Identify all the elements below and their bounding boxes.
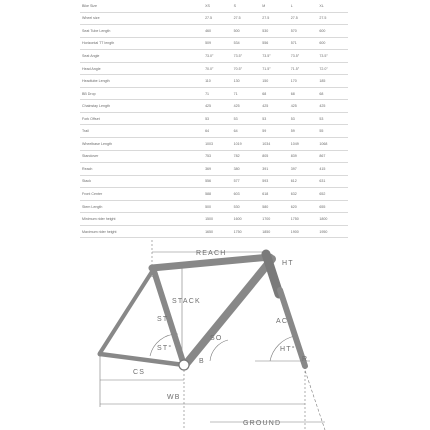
geometry-cell: 64 bbox=[205, 125, 234, 138]
geometry-cell: 415 bbox=[319, 163, 348, 176]
geometry-cell: 425 bbox=[262, 100, 291, 113]
geometry-cell: 1950 bbox=[319, 225, 348, 238]
geometry-cell: 53 bbox=[291, 112, 320, 125]
geometry-cell: 1600 bbox=[234, 213, 263, 226]
geometry-cell: 782 bbox=[234, 150, 263, 163]
geometry-row-label: Trail bbox=[80, 125, 205, 138]
geometry-cell: 603 bbox=[234, 188, 263, 201]
geometry-row-label: Maximum rider height bbox=[80, 225, 205, 238]
geometry-row bbox=[80, 112, 348, 125]
geometry-cell: 1003 bbox=[205, 138, 234, 151]
geometry-cell: 1750 bbox=[234, 225, 263, 238]
geometry-cell: 571 bbox=[291, 37, 320, 50]
geometry-row-label: Chainstay Length bbox=[80, 100, 205, 113]
geometry-row bbox=[80, 200, 348, 213]
geometry-cell: 70.5° bbox=[234, 62, 263, 75]
geometry-row-label: Fork Offset bbox=[80, 112, 205, 125]
geometry-cell: 73.5° bbox=[262, 50, 291, 63]
geometry-cell: 369 bbox=[205, 163, 234, 176]
stack-label: STACK bbox=[172, 298, 201, 305]
geometry-cell: 805 bbox=[262, 150, 291, 163]
geometry-cell: 27.5 bbox=[262, 12, 291, 25]
geometry-row bbox=[80, 100, 348, 113]
geometry-cell: 59 bbox=[262, 125, 291, 138]
geometry-cell: 71.5° bbox=[262, 62, 291, 75]
geometry-cell: XL bbox=[319, 0, 348, 12]
geometry-cell: 1900 bbox=[291, 225, 320, 238]
geometry-cell: 397 bbox=[291, 163, 320, 176]
geometry-cell: 72.0° bbox=[319, 62, 348, 75]
geometry-cell: 425 bbox=[234, 100, 263, 113]
geometry-cell: 27.5 bbox=[205, 12, 234, 25]
ht-angle-label: HT° bbox=[280, 346, 296, 353]
geometry-cell: 556 bbox=[262, 37, 291, 50]
geometry-cell: 534 bbox=[234, 37, 263, 50]
st-angle-label: ST° bbox=[157, 345, 173, 352]
geometry-cell: 570 bbox=[291, 25, 320, 38]
geometry-cell: 600 bbox=[319, 25, 348, 38]
top-tube bbox=[152, 257, 270, 268]
geometry-cell: 655 bbox=[319, 200, 348, 213]
geometry-cell: 1800 bbox=[319, 213, 348, 226]
ground-label: GROUND bbox=[243, 420, 282, 427]
geometry-row-label: Seat Tube Length bbox=[80, 25, 205, 38]
geometry-cell: 753 bbox=[205, 150, 234, 163]
geometry-cell: 53 bbox=[205, 112, 234, 125]
geometry-row-label: Minimum rider height bbox=[80, 213, 205, 226]
geometry-cell: 110 bbox=[205, 75, 234, 88]
geometry-cell: M bbox=[262, 0, 291, 12]
geometry-row bbox=[80, 12, 348, 25]
geometry-cell: 577 bbox=[234, 175, 263, 188]
geometry-cell: 425 bbox=[319, 100, 348, 113]
bottom-bracket bbox=[179, 360, 189, 370]
geometry-cell: 73.5° bbox=[234, 50, 263, 63]
geometry-cell: 68 bbox=[291, 87, 320, 100]
geometry-cell: 68 bbox=[262, 87, 291, 100]
geometry-cell: 652 bbox=[319, 188, 348, 201]
geometry-row-label: Headtube Length bbox=[80, 75, 205, 88]
geometry-row bbox=[80, 0, 348, 12]
geometry-cell: 1750 bbox=[291, 213, 320, 226]
geometry-cell: 27.5 bbox=[234, 12, 263, 25]
geometry-cell: 580 bbox=[262, 200, 291, 213]
geometry-cell: 68 bbox=[319, 87, 348, 100]
geometry-row-label: Standover bbox=[80, 150, 205, 163]
geometry-cell: 1850 bbox=[262, 225, 291, 238]
geometry-cell: 500 bbox=[205, 200, 234, 213]
geometry-row-label: Head Angle bbox=[80, 62, 205, 75]
geometry-row-label: Seat Angle bbox=[80, 50, 205, 63]
geometry-cell: 588 bbox=[205, 188, 234, 201]
geometry-cell: 612 bbox=[291, 175, 320, 188]
geometry-cell: XS bbox=[205, 0, 234, 12]
geometry-cell: 631 bbox=[319, 175, 348, 188]
geometry-row bbox=[80, 163, 348, 176]
geometry-row-label: BB Drop bbox=[80, 87, 205, 100]
geometry-cell: 425 bbox=[205, 100, 234, 113]
geometry-cell: 1700 bbox=[262, 213, 291, 226]
geometry-row bbox=[80, 62, 348, 75]
geometry-cell: 53 bbox=[319, 112, 348, 125]
fork bbox=[280, 290, 305, 366]
geometry-cell: 839 bbox=[291, 150, 320, 163]
st-label: ST bbox=[157, 316, 169, 323]
geometry-row bbox=[80, 175, 348, 188]
geometry-row bbox=[80, 188, 348, 201]
geometry-cell: 632 bbox=[291, 188, 320, 201]
seat-stay bbox=[100, 270, 153, 353]
geometry-row bbox=[80, 150, 348, 163]
geometry-row-label: Stem Length bbox=[80, 200, 205, 213]
geometry-cell: 71 bbox=[234, 87, 263, 100]
b-label: B bbox=[199, 358, 205, 365]
r-label: R bbox=[302, 356, 309, 363]
geometry-cell: 500 bbox=[234, 25, 263, 38]
geometry-cell: 867 bbox=[319, 150, 348, 163]
geometry-row bbox=[80, 213, 348, 226]
ht-label: HT bbox=[282, 260, 294, 267]
geometry-cell: 27.5 bbox=[291, 12, 320, 25]
so-angle-arc bbox=[210, 340, 228, 361]
geometry-row-label: Front Center bbox=[80, 188, 205, 201]
head-tube bbox=[266, 254, 279, 294]
so-label: SO bbox=[210, 335, 223, 342]
geometry-cell: 170 bbox=[291, 75, 320, 88]
geometry-cell: 70.0° bbox=[205, 62, 234, 75]
geometry-row bbox=[80, 50, 348, 63]
frame-geometry-diagram bbox=[0, 232, 430, 430]
geometry-table bbox=[80, 0, 348, 238]
geometry-cell: 1068 bbox=[319, 138, 348, 151]
geometry-table-body bbox=[80, 0, 348, 238]
rear-axle bbox=[98, 352, 103, 357]
geometry-cell: 130 bbox=[234, 75, 263, 88]
geometry-cell: 620 bbox=[291, 200, 320, 213]
wb-label: WB bbox=[167, 394, 181, 401]
geometry-cell: 1650 bbox=[205, 225, 234, 238]
geometry-row-label: Horizontal TT length bbox=[80, 37, 205, 50]
geometry-cell: 150 bbox=[262, 75, 291, 88]
front-axle bbox=[303, 364, 308, 369]
geometry-cell: L bbox=[291, 0, 320, 12]
geometry-cell: 73.5° bbox=[291, 50, 320, 63]
cs-label: CS bbox=[133, 369, 146, 376]
bike-frame bbox=[98, 254, 308, 370]
geometry-cell: 1034 bbox=[262, 138, 291, 151]
geometry-cell: 460 bbox=[205, 25, 234, 38]
geometry-cell: 27.5 bbox=[319, 12, 348, 25]
geometry-cell: 530 bbox=[234, 200, 263, 213]
geometry-cell: 71 bbox=[205, 87, 234, 100]
ac-label: AC bbox=[276, 318, 289, 325]
reach-label: REACH bbox=[196, 250, 227, 257]
geometry-cell: 1049 bbox=[291, 138, 320, 151]
geometry-cell: 64 bbox=[234, 125, 263, 138]
geometry-cell: 1019 bbox=[234, 138, 263, 151]
geometry-cell: 509 bbox=[205, 37, 234, 50]
geometry-cell: 593 bbox=[262, 175, 291, 188]
geometry-row-label: Bike Size bbox=[80, 0, 205, 12]
chain-stay bbox=[100, 354, 184, 365]
geometry-row bbox=[80, 138, 348, 151]
geometry-cell: 600 bbox=[319, 37, 348, 50]
geometry-cell: 59 bbox=[291, 125, 320, 138]
geometry-row-label: Stack bbox=[80, 175, 205, 188]
geometry-cell: 73.0° bbox=[205, 50, 234, 63]
geometry-cell: 618 bbox=[262, 188, 291, 201]
geometry-row bbox=[80, 125, 348, 138]
geometry-cell: 380 bbox=[234, 163, 263, 176]
geometry-cell: 425 bbox=[291, 100, 320, 113]
geometry-row-label: Wheelbase Length bbox=[80, 138, 205, 151]
geometry-cell: 185 bbox=[319, 75, 348, 88]
geometry-cell: S bbox=[234, 0, 263, 12]
geometry-cell: 391 bbox=[262, 163, 291, 176]
geometry-cell: 71.5° bbox=[291, 62, 320, 75]
geometry-cell: 55 bbox=[319, 125, 348, 138]
geometry-cell: 73.5° bbox=[319, 50, 348, 63]
geometry-row bbox=[80, 37, 348, 50]
geometry-row bbox=[80, 75, 348, 88]
geometry-cell: 53 bbox=[234, 112, 263, 125]
geometry-row-label: Wheel size bbox=[80, 12, 205, 25]
geometry-row-label: Reach bbox=[80, 163, 205, 176]
geometry-cell: 53 bbox=[262, 112, 291, 125]
down-tube bbox=[186, 259, 272, 364]
geometry-cell: 1500 bbox=[205, 213, 234, 226]
geometry-cell: 556 bbox=[205, 175, 234, 188]
geometry-cell: 530 bbox=[262, 25, 291, 38]
geometry-row bbox=[80, 25, 348, 38]
geometry-row bbox=[80, 87, 348, 100]
